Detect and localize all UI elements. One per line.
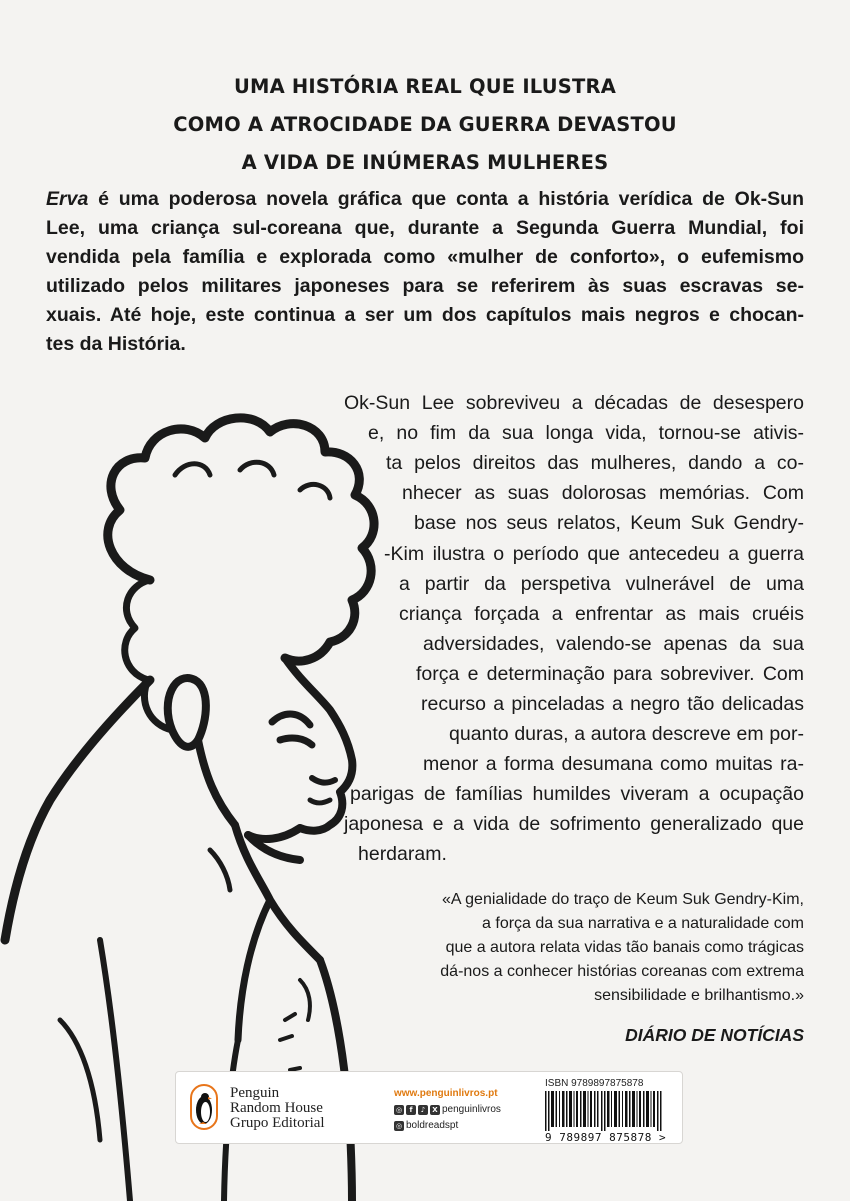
headline-line-3: A VIDA DE INÚMERAS MULHERES bbox=[241, 151, 609, 174]
intro-line-1 bbox=[46, 185, 804, 214]
contacts bbox=[394, 1086, 501, 1134]
body-line: recurso a pinceladas a negro tão delicadas bbox=[421, 693, 804, 715]
headline-line-2: COMO A ATROCIDADE DA GUERRA DEVASTOU bbox=[173, 113, 677, 136]
collar bbox=[235, 825, 320, 960]
isbn-digits: 9 789897 875878 > bbox=[545, 1131, 667, 1144]
publisher-line-1: Penguin bbox=[230, 1085, 280, 1101]
body-line: e, no fim da sua longa vida, tornou-se ativis- bbox=[368, 422, 804, 444]
body-line: japonesa e a vida de sofrimento generalizado que bbox=[344, 813, 804, 835]
body-line: herdaram. bbox=[358, 843, 447, 865]
body-line: quanto duras, a autora descreve em por- bbox=[449, 723, 804, 745]
barcode bbox=[545, 1091, 667, 1131]
social-handle[interactable]: penguinlivros bbox=[442, 1104, 501, 1115]
ear bbox=[168, 678, 206, 747]
quote-line: dá-nos a conhecer histórias coreanas com extrema bbox=[440, 963, 804, 980]
body-line: criança forçada a enfrentar as mais cruéis bbox=[399, 603, 804, 625]
quote-line: que a autora relata vidas tão banais como trágicas bbox=[445, 939, 804, 956]
penguin-logo-icon bbox=[190, 1084, 218, 1130]
quote-source: DIÁRIO DE NOTÍCIAS bbox=[625, 1025, 804, 1045]
eye bbox=[272, 714, 312, 745]
review-quote bbox=[380, 888, 804, 1008]
social-row-2 bbox=[394, 1118, 501, 1134]
body-line: Ok-Sun Lee sobreviveu a décadas de desespero bbox=[344, 392, 804, 414]
intro-line-1-rest: é uma poderosa novela gráfica que conta a história verídica de Ok-Sun bbox=[88, 188, 804, 210]
intro-line-5: xuais. Até hoje, este continua a ser um dos capítulos mais negros e chocan- bbox=[46, 304, 804, 326]
isbn-label: ISBN 9789897875878 bbox=[545, 1078, 644, 1089]
hair-outline bbox=[108, 418, 374, 661]
intro-line-6: tes da História. bbox=[46, 333, 186, 355]
book-title: Erva bbox=[46, 188, 89, 210]
quote-line: a força da sua narrativa e a naturalidade com bbox=[482, 915, 804, 932]
instagram-icon[interactable]: ◎ bbox=[395, 1122, 403, 1130]
back-outline bbox=[5, 680, 150, 940]
body-line: adversidades, valendo-se apenas da sua bbox=[423, 633, 804, 655]
intro-paragraph bbox=[46, 185, 804, 359]
second-handle[interactable]: boldreadspt bbox=[406, 1120, 459, 1131]
body-line: ta pelos direitos das mulheres, dando a co- bbox=[386, 452, 804, 474]
facebook-icon[interactable]: f bbox=[406, 1105, 416, 1115]
publisher-name bbox=[230, 1086, 325, 1131]
tiktok-icon[interactable]: ♪ bbox=[418, 1105, 428, 1115]
intro-line-4: utilizado pelos militares japoneses para se referirem às suas escravas se- bbox=[46, 275, 804, 297]
body-line: força e determinação para sobreviver. Com bbox=[416, 663, 804, 685]
body-line: a partir da perspetiva vulnerável de uma bbox=[399, 573, 804, 595]
body-line: base nos seus relatos, Keum Suk Gendry- bbox=[414, 512, 804, 534]
intro-line-2: Lee, uma criança sul-coreana que, durante a Segunda Guerra Mundial, foi bbox=[46, 217, 804, 239]
jaw-line bbox=[198, 740, 300, 839]
body-line: menor a forma desumana como muitas ra- bbox=[423, 753, 804, 775]
headline bbox=[0, 68, 850, 182]
body-line: -Kim ilustra o período que antecedeu a guerra bbox=[384, 543, 804, 565]
headline-line-1: UMA HISTÓRIA REAL QUE ILUSTRA bbox=[233, 75, 616, 98]
publisher-line-2: Random House bbox=[230, 1100, 323, 1116]
instagram-icon[interactable]: ◎ bbox=[395, 1106, 403, 1114]
body-line: parigas de famílias humildes viveram a ocupação bbox=[350, 783, 804, 805]
publisher-line-3: Grupo Editorial bbox=[230, 1115, 325, 1131]
social-row bbox=[394, 1102, 501, 1118]
intro-line-3: vendida pela família e explorada como «mulher de conforto», o eufemismo bbox=[46, 246, 804, 268]
body-line: nhecer as suas dolorosas memórias. Com bbox=[402, 482, 804, 504]
quote-line: «A genialidade do traço de Keum Suk Gendry-Kim, bbox=[442, 891, 804, 908]
publisher-footer bbox=[175, 1071, 683, 1144]
quote-line: sensibilidade e brilhantismo.» bbox=[594, 987, 804, 1004]
isbn-block bbox=[545, 1078, 675, 1144]
x-icon[interactable]: X bbox=[430, 1105, 440, 1115]
website-link[interactable]: www.penguinlivros.pt bbox=[394, 1088, 498, 1099]
